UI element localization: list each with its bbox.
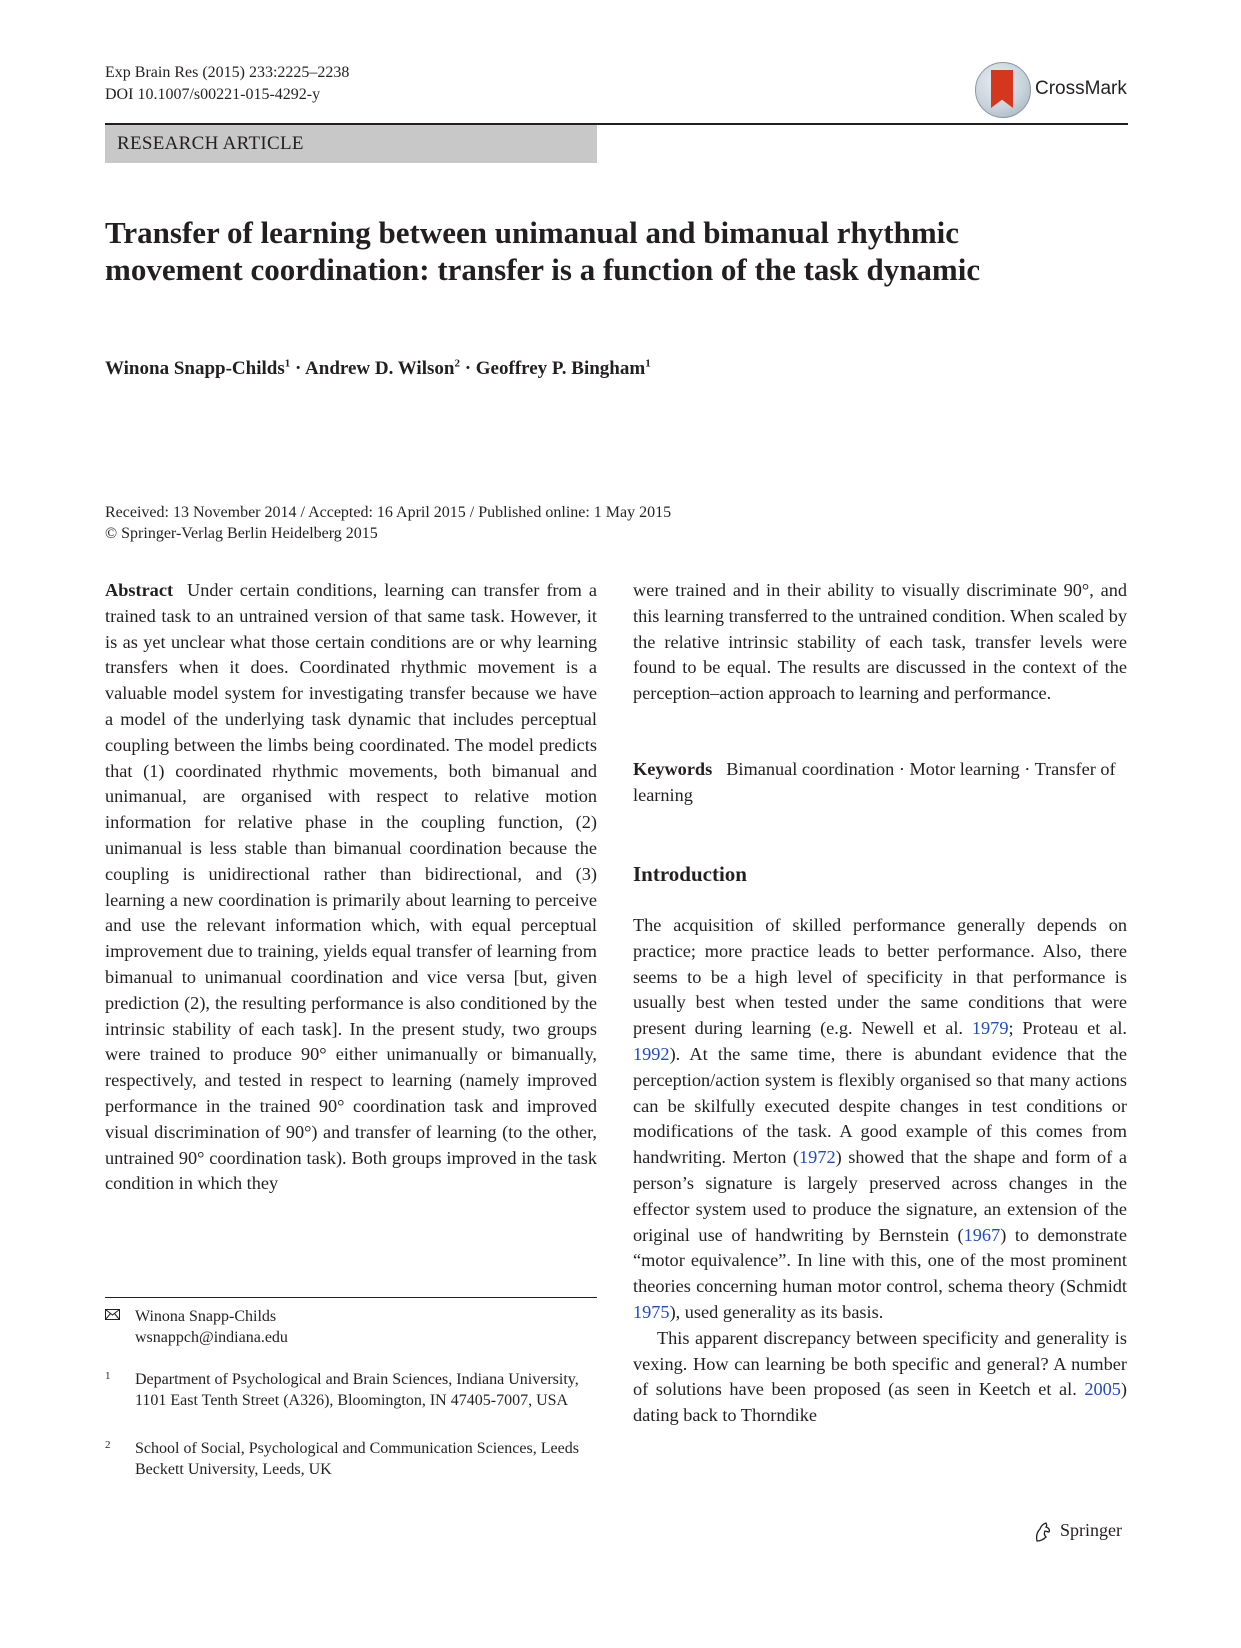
paragraph-text: ) dating back to Thorndike bbox=[633, 1379, 1127, 1426]
abstract-text-left: Under certain conditions, learning can transfer from a trained task to an untrained version of that same task. However, it is as yet unclear what those certain conditions are or why learning transfers when it does. Coordinated rhythmic movement is a valuable model system for investigating transfer because we have a model of the underlying task dynamic that includes perceptual coupling between the limbs being coordinated. The model predicts that (1) coordinated rhythmic movements, both bimanual and unimanual, are organised with respect to relative motion information for relative phase in the coupling function, (2) unimanual is less stable than bimanual coordination because the coupling is unidirectional rather than bidirectional, and (3) learning a new coordination is primarily about learning to perceive and use the relevant information which, with equal perceptual improvement due to training, yields equal transfer of learning from bimanual to unimanual coordination and vice versa [but, given prediction (2), the resulting performance is also conditioned by the intrinsic stability of each task]. In the present study, two groups were trained to produce 90° either unimanually or bimanually, respectively, and tested in respect to learning (namely improved performance in the trained 90° coordination task and improved visual discrimination of 90°) and transfer of learning (to the other, untrained 90° coordination task). Both groups improved in the task condition in which they bbox=[105, 580, 597, 1194]
affiliation-2-number: 2 bbox=[105, 1439, 111, 1451]
abstract-left-column bbox=[105, 578, 597, 1197]
springer-horse-icon bbox=[1032, 1521, 1054, 1543]
abstract-right-column bbox=[633, 578, 1127, 707]
paragraph-text: ; Proteau et al. bbox=[1008, 1018, 1128, 1039]
copyright-line: © Springer-Verlag Berlin Heidelberg 2015 bbox=[105, 525, 378, 542]
affiliation-1 bbox=[105, 1369, 597, 1411]
abstract-text-right: were trained and in their ability to visually discriminate 90°, and this learning transferred to the untrained condition. When scaled by the relative intrinsic stability of each task, transfer levels were found to be equal. The results are discussed in the context of the perception–action approach to learning and performance. bbox=[633, 580, 1127, 704]
introduction-paragraph-2 bbox=[633, 1326, 1127, 1429]
paragraph-text: ). At the same time, there is abundant evidence that the perception/action system is flexibly organised so that many actions can be skilfully executed despite changes in test conditions or modifications of the task. A good example of this comes from handwriting. Merton ( bbox=[633, 1043, 1127, 1168]
author-affiliation-number: 1 bbox=[284, 357, 291, 370]
journal-citation bbox=[105, 62, 349, 106]
affiliation-1-text: Department of Psychological and Brain Sciences, Indiana University, 1101 East Tenth Street (A326), Bloomington, IN 47405-7007, USA bbox=[135, 1371, 579, 1409]
doi-line[interactable]: DOI 10.1007/s00221-015-4292-y bbox=[105, 86, 321, 103]
introduction-heading: Introduction bbox=[633, 862, 747, 886]
paragraph-text: ) showed that the shape and form of a person’s signature is largely preserved across changes in the effector system used to produce the signature, an extension of the original use of handwriting by Bernstein ( bbox=[633, 1147, 1127, 1245]
citation-link[interactable]: 1992 bbox=[633, 1043, 670, 1064]
citation-link[interactable]: 1972 bbox=[799, 1147, 836, 1168]
footnote-rule bbox=[105, 1297, 597, 1298]
citation-link[interactable]: 1979 bbox=[971, 1018, 1009, 1039]
abstract-paragraph bbox=[105, 578, 597, 1197]
publisher-name: Springer bbox=[1060, 1520, 1122, 1540]
history-dates: Received: 13 November 2014 / Accepted: 16 April 2015 / Published online: 1 May 2015 bbox=[105, 504, 672, 521]
abstract-label: Abstract bbox=[105, 580, 174, 600]
contact-email[interactable]: wsnappch@indiana.edu bbox=[135, 1329, 288, 1346]
author-affiliation-number: 1 bbox=[645, 357, 651, 370]
envelope-icon bbox=[105, 1309, 120, 1320]
paragraph-text: This apparent discrepancy between specificity and generality is vexing. How can learning be both specific and general? A number of solutions have been proposed (as seen in Keetch et al. bbox=[633, 1327, 1127, 1400]
paragraph-text: ), used generality as its basis. bbox=[669, 1301, 884, 1322]
paragraph-text: The acquisition of skilled performance generally depends on practice; more practice leads to better performance. Also, there seems to be a high level of specificity in that performance is usually best when tested under the same conditions that were present during learning (e.g. Newell et al. bbox=[633, 915, 1127, 1039]
crossmark-label: CrossMark bbox=[1035, 78, 1127, 99]
affiliation-2-text: School of Social, Psychological and Communication Sciences, Leeds Beckett University, Leeds, UK bbox=[135, 1440, 579, 1478]
affiliation-1-number: 1 bbox=[105, 1370, 111, 1382]
paragraph-text: ) to demonstrate “motor equivalence”. In line with this, one of the most prominent theories concerning human motor control, schema theory (Schmidt bbox=[633, 1224, 1127, 1297]
article-title: Transfer of learning between unimanual and bimanual rhythmic movement coordination: transfer is a function of the task dynamic bbox=[105, 215, 981, 287]
keywords-text: Bimanual coordination · Motor learning · Transfer of learning bbox=[633, 759, 1116, 805]
introduction-body bbox=[633, 913, 1127, 1429]
contact-name: Winona Snapp-Childs bbox=[135, 1308, 277, 1325]
crossmark-badge[interactable] bbox=[975, 60, 1127, 120]
journal-volume-line: Exp Brain Res (2015) 233:2225–2238 bbox=[105, 64, 350, 81]
author-separator: · bbox=[459, 358, 476, 379]
affiliation-2 bbox=[105, 1438, 597, 1480]
citation-link[interactable]: 1967 bbox=[963, 1224, 1001, 1245]
author-list bbox=[105, 358, 651, 380]
keywords-block bbox=[633, 757, 1127, 809]
keywords-label: Keywords bbox=[633, 759, 713, 779]
article-type-band: RESEARCH ARTICLE bbox=[105, 125, 597, 163]
citation-link[interactable]: 1975 bbox=[633, 1301, 670, 1322]
introduction-paragraph-1 bbox=[633, 913, 1127, 1326]
publication-dates bbox=[105, 502, 671, 544]
citation-link[interactable]: 2005 bbox=[1084, 1379, 1121, 1400]
corresponding-author bbox=[105, 1306, 597, 1348]
author-name[interactable]: Winona Snapp-Childs bbox=[105, 358, 285, 379]
author-separator: · bbox=[290, 358, 306, 379]
author-name[interactable]: Andrew D. Wilson bbox=[305, 358, 455, 379]
author-name[interactable]: Geoffrey P. Bingham bbox=[475, 358, 646, 379]
author-affiliation-number: 2 bbox=[454, 357, 460, 370]
